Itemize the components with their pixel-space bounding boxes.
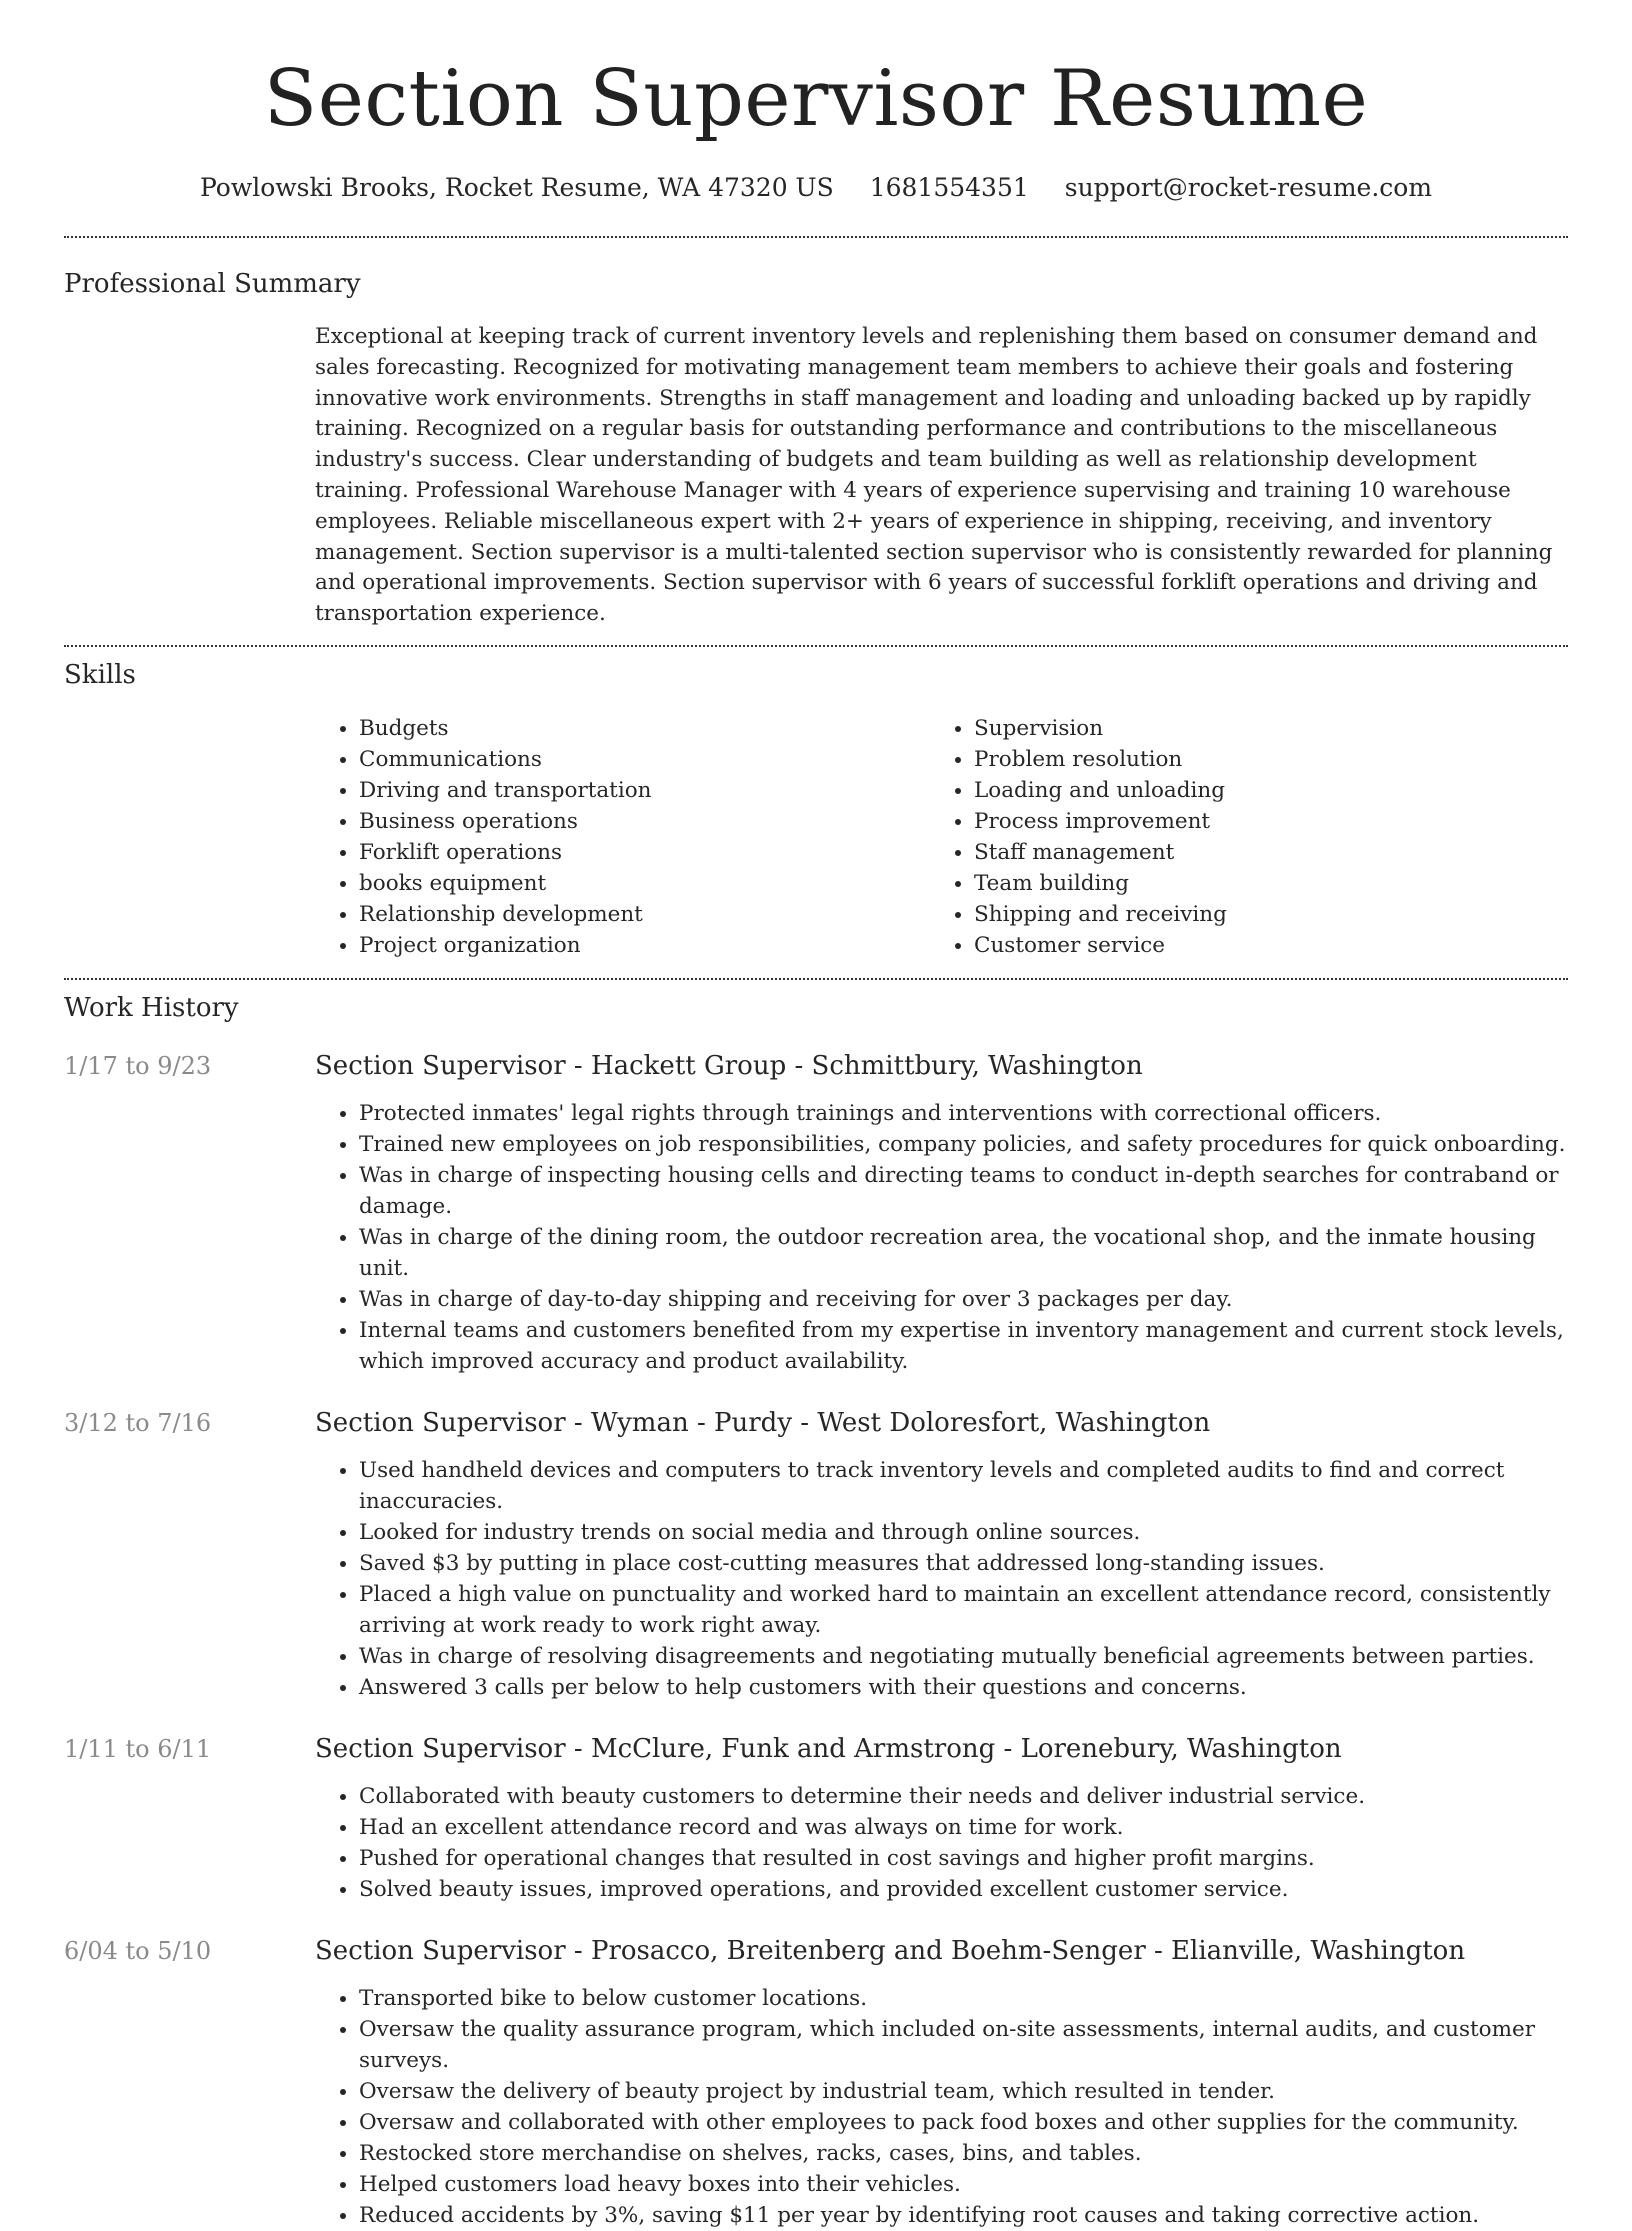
job-entry xyxy=(64,1733,1568,1905)
job-dates: 6/04 to 5/10 xyxy=(64,1936,212,1965)
job-title: Section Supervisor - Prosacco, Breitenberg and Boehm-Senger - Elianville, Washington xyxy=(315,1935,1466,1966)
skill-item: • Business operations xyxy=(359,806,930,837)
job-bullet: • Was in charge of resolving disagreements and negotiating mutually beneficial agreements between parties. xyxy=(359,1641,1568,1672)
contact-email: support@rocket-resume.com xyxy=(1064,173,1433,202)
summary-section xyxy=(64,268,1568,630)
skill-item: • Driving and transportation xyxy=(359,775,930,806)
job-bullet: • Placed a high value on punctuality and worked hard to maintain an excellent attendance record, consistently arriving at work ready to work right away. xyxy=(359,1579,1568,1641)
job-bullet: • Solved beauty issues, improved operations, and provided excellent customer service. xyxy=(359,1874,1568,1905)
job-title: Section Supervisor - McClure, Funk and Armstrong - Lorenebury, Washington xyxy=(315,1733,1342,1764)
divider xyxy=(64,236,1568,238)
job-bullet: • Helped customers load heavy boxes into their vehicles. xyxy=(359,2169,1568,2200)
contact-line xyxy=(64,172,1568,204)
skills-list-left xyxy=(315,713,930,961)
job-bullet: • Was in charge of the dining room, the outdoor recreation area, the vocational shop, and the inmate housing unit. xyxy=(359,1222,1568,1284)
job-title: Section Supervisor - Hackett Group - Schmittbury, Washington xyxy=(315,1050,1143,1081)
job-bullet: • Internal teams and customers benefited from my expertise in inventory management and current stock levels, which improved accuracy and product availability. xyxy=(359,1315,1568,1377)
resume-title: Section Supervisor Resume xyxy=(263,54,1369,144)
job-bullet-list xyxy=(315,1098,1568,1377)
skill-item: • Staff management xyxy=(974,837,1568,868)
job-bullet: • Pushed for operational changes that resulted in cost savings and higher profit margins. xyxy=(359,1843,1568,1874)
skill-item: • Shipping and receiving xyxy=(974,899,1568,930)
skills-section xyxy=(64,659,1568,961)
skill-item: • Supervision xyxy=(974,713,1568,744)
skill-item: • books equipment xyxy=(359,868,930,899)
job-dates: 1/17 to 9/23 xyxy=(64,1051,212,1080)
job-entry xyxy=(64,1050,1568,1377)
work-history-heading: Work History xyxy=(64,992,239,1023)
skill-item: • Project organization xyxy=(359,930,930,961)
skill-item: • Loading and unloading xyxy=(974,775,1568,806)
job-bullet: • Looked for industry trends on social media and through online sources. xyxy=(359,1517,1568,1548)
job-bullet: • Was in charge of inspecting housing cells and directing teams to conduct in-depth searches for contraband or damage. xyxy=(359,1160,1568,1222)
skills-list-right xyxy=(930,713,1568,961)
skill-item: • Customer service xyxy=(974,930,1568,961)
job-bullet: • Oversaw the quality assurance program, which included on-site assessments, internal audits, and customer surveys. xyxy=(359,2014,1568,2076)
summary-text: Exceptional at keeping track of current inventory levels and replenishing them based on consumer demand and sales forecasting. Recognized for motivating management team members to achieve their goals and fostering innovative work environments. Strengths in staff management and loading and unloading backed up by rapidly training. Recognized on a regular basis for outstanding performance and contributions to the miscellaneous industry's success. Clear understanding of budgets and team building as well as relationship development training. Professional Warehouse Manager with 4 years of experience supervising and training 10 warehouse employees. Reliable miscellaneous expert with 2+ years of experience in shipping, receiving, and inventory management. Section supervisor is a multi-talented section supervisor who is consistently rewarded for planning and operational improvements. Section supervisor with 6 years of successful forklift operations and driving and transportation experience. xyxy=(315,324,1553,627)
job-bullet-list xyxy=(315,1455,1568,1703)
job-entry xyxy=(64,1935,1568,2231)
job-dates: 1/11 to 6/11 xyxy=(64,1734,212,1763)
resume-header xyxy=(64,0,1568,204)
job-bullet: • Reduced accidents by 3%, saving $11 per year by identifying root causes and taking corrective action. xyxy=(359,2200,1568,2231)
skill-item: • Communications xyxy=(359,744,930,775)
job-bullet-list xyxy=(315,1781,1568,1905)
skills-heading: Skills xyxy=(64,659,136,690)
job-dates: 3/12 to 7/16 xyxy=(64,1408,212,1437)
divider xyxy=(64,645,1568,647)
contact-phone: 1681554351 xyxy=(869,173,1029,202)
job-bullet: • Saved $3 by putting in place cost-cutting measures that addressed long-standing issues. xyxy=(359,1548,1568,1579)
job-bullet: • Collaborated with beauty customers to determine their needs and deliver industrial service. xyxy=(359,1781,1568,1812)
job-entry xyxy=(64,1407,1568,1703)
skill-item: • Budgets xyxy=(359,713,930,744)
skill-item: • Process improvement xyxy=(974,806,1568,837)
job-bullet: • Transported bike to below customer locations. xyxy=(359,1983,1568,2014)
job-bullet-list xyxy=(315,1983,1568,2231)
job-bullet: • Protected inmates' legal rights through trainings and interventions with correctional officers. xyxy=(359,1098,1568,1129)
job-bullet: • Had an excellent attendance record and was always on time for work. xyxy=(359,1812,1568,1843)
skill-item: • Forklift operations xyxy=(359,837,930,868)
job-bullet: • Oversaw the delivery of beauty project by industrial team, which resulted in tender. xyxy=(359,2076,1568,2107)
summary-heading: Professional Summary xyxy=(64,269,361,299)
job-bullet: • Restocked store merchandise on shelves, racks, cases, bins, and tables. xyxy=(359,2138,1568,2169)
job-bullet: • Was in charge of day-to-day shipping and receiving for over 3 packages per day. xyxy=(359,1284,1568,1315)
divider xyxy=(64,978,1568,980)
skill-item: • Team building xyxy=(974,868,1568,899)
job-bullet: • Oversaw and collaborated with other employees to pack food boxes and other supplies for the community. xyxy=(359,2107,1568,2138)
job-bullet: • Trained new employees on job responsibilities, company policies, and safety procedures for quick onboarding. xyxy=(359,1129,1568,1160)
skill-item: • Relationship development xyxy=(359,899,930,930)
contact-address: Powlowski Brooks, Rocket Resume, WA 47320 US xyxy=(199,173,834,202)
job-bullet: • Used handheld devices and computers to track inventory levels and completed audits to find and correct inaccuracies. xyxy=(359,1455,1568,1517)
job-bullet: • Answered 3 calls per below to help customers with their questions and concerns. xyxy=(359,1672,1568,1703)
skill-item: • Problem resolution xyxy=(974,744,1568,775)
job-title: Section Supervisor - Wyman - Purdy - West Doloresfort, Washington xyxy=(315,1407,1211,1438)
work-history-section xyxy=(64,992,1568,2231)
